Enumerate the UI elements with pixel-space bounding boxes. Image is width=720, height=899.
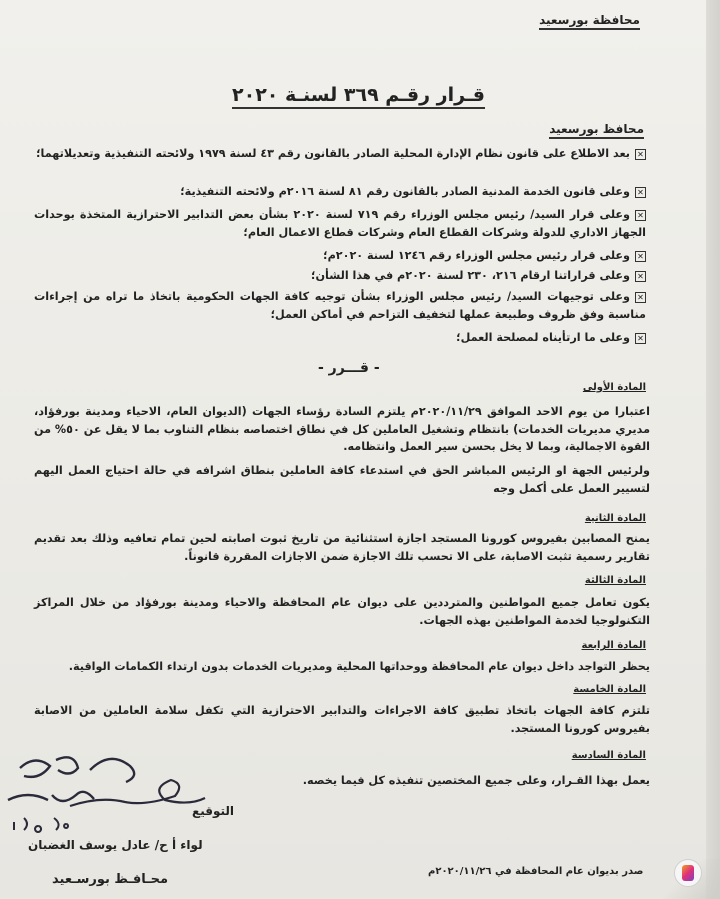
preamble-item: ✕وعلى قرار السيد/ رئيس مجلس الوزراء رقم ٧١٩ لسنة ٢٠٢٠ بشأن بعض التدابير الاحترازية المتخذة بوحدات الجهاز الاداري للدولة وشركات القطاع العام وشركات قطاع الاعمال العام؛ (34, 208, 646, 239)
article-title: المادة الخامسة (573, 684, 646, 695)
article-title: المادة السادسة (571, 750, 646, 761)
checkbox-icon: ✕ (635, 271, 646, 282)
app-watermark-icon (674, 859, 702, 887)
preamble-item: ✕وعلى قانون الخدمة المدنية الصادر بالقانون رقم ٨١ لسنة ٢٠١٦م ولائحته التنفيذية؛ (180, 185, 646, 198)
preamble-item: ✕وعلى قرار رئيس مجلس الوزراء رقم ١٢٤٦ لسنة ٢٠٢٠م؛ (323, 249, 646, 262)
article-text: تلتزم كافة الجهات باتخاذ تطبيق كافة الاجراءات والتدابير الاحترازية التي تكفل سلامة العاملين من الاصابة بفيروس كورونا المستجد. (34, 704, 650, 735)
signatory-position: محـافـظ بورسـعيد (52, 872, 169, 887)
checkbox-icon: ✕ (635, 187, 646, 198)
signatory-name: لواء أ ح/ عادل يوسف الغضبان (28, 838, 203, 852)
issuing-authority: محافظ بورسعيد (549, 122, 644, 139)
article-title: المادة الأولى (582, 382, 646, 393)
handwritten-signature (0, 0, 260, 840)
governorate-header: محافظة بورسعيد (539, 13, 640, 30)
preamble-item: ✕وعلى قراراتنا ارقام ٢١٦، ٢٣٠ لسنة ٢٠٢٠م في هذا الشأن؛ (311, 269, 646, 282)
article-text: يحظر التواجد داخل ديوان عام المحافظة ووحداتها المحلية ومديريات الخدمات بدون ارتداء الكمامات الواقية. (68, 660, 650, 673)
article-text: ولرئيس الجهة او الرئيس المباشر الحق في استدعاء كافة العاملين بنطاق اشرافه في حالة احتياج العمل اليهم لتسيير العمل على أكمل وجه (34, 464, 650, 495)
article-title: المادة الثالثة (584, 575, 646, 586)
checkbox-icon: ✕ (635, 251, 646, 262)
decree-title: قـرار رقـم ٣٦٩ لسنـة ٢٠٢٠ (232, 84, 485, 109)
article-title: المادة الثانية (584, 513, 646, 524)
decree-heading: - قـــرر - (318, 360, 380, 376)
article-text: يمنح المصابين بفيروس كورونا المستجد اجازة استثنائية من تاريخ ثبوت اصابته لحين تمام تعافيه وذلك بعد تقديم تقارير رسمية تثبت الاصابة، على الا تحسب تلك الاجازة ضمن الاجازات المقررة قانوناً. (34, 532, 650, 563)
checkbox-icon: ✕ (635, 149, 646, 160)
article-text: اعتبارا من يوم الاحد الموافق ٢٠٢٠/١١/٢٩م يلتزم السادة رؤساء الجهات (الديوان العام، الاحياء ومدينة بورفؤاد، مديري مديريات الخدمات) بانتظام وتشغيل العاملين كل في نطاق اختصاصه بنظام التناوب بما لا يقل عن ٥٠% من القوة الاجمالية، وبما لا يخل بحسن سير العمل وانتظامه. (34, 405, 650, 453)
signature-label: التوقيع (192, 804, 234, 818)
preamble-item: ✕بعد الاطلاع على قانون نظام الإدارة المحلية الصادر بالقانون رقم ٤٣ لسنة ١٩٧٩ ولائحته التنفيذية وتعديلاتهما؛ (34, 145, 646, 163)
checkbox-icon: ✕ (635, 333, 646, 344)
checkbox-icon: ✕ (635, 210, 646, 221)
preamble-item: ✕وعلى توجيهات السيد/ رئيس مجلس الوزراء بشأن توجيه كافة الجهات الحكومية باتخاذ ما تراه من إجراءات مناسبة وفق ظروف وطبيعة عملها لتخفيف التزاحم في أماكن العمل؛ (34, 290, 646, 321)
article-text: يعمل بهذا القـرار، وعلى جميع المختصين تنفيذه كل فيما يخصه. (302, 774, 650, 787)
checkbox-icon: ✕ (635, 292, 646, 303)
page-edge (706, 0, 720, 899)
preamble-item: ✕وعلى ما ارتأيناه لمصلحة العمل؛ (456, 331, 646, 344)
article-title: المادة الرابعة (581, 640, 646, 651)
issue-footer: صدر بديوان عام المحافظة في ٢٠٢٠/١١/٢٦م (428, 866, 644, 877)
article-text: يكون تعامل جميع المواطنين والمترددين على ديوان عام المحافظة والاحياء ومدينة بورفؤاد من خلال المراكز التكنولوجيا لخدمة المواطنين بهذه الجهات. (34, 596, 650, 627)
